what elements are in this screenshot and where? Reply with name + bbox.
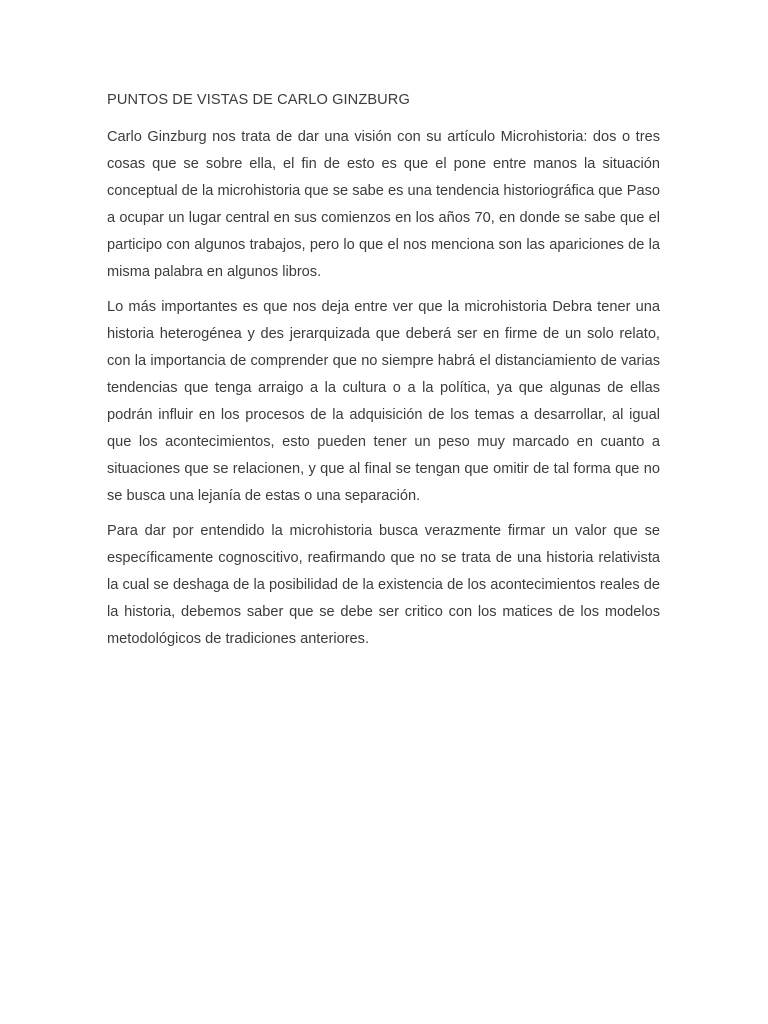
paragraph-2: Lo más importantes es que nos deja entre ver que la microhistoria Debra tener una historia heterogénea y des jerarquizada que deberá ser en firme de un solo relato, con la importancia de comprender que no siempre habrá el distanciamiento de varias tendencias que tenga arraigo a la cultura o a la política, ya que algunas de ellas podrán influir en los procesos de la adquisición de los temas a desarrollar, al igual que los acontecimientos, esto pueden tener un peso muy marcado en cuanto a situaciones que se relacionen, y que al final se tengan que omitir de tal forma que no se busca una lejanía de estas o una separación.: [107, 299, 660, 504]
paragraph-1: Carlo Ginzburg nos trata de dar una visión con su artículo Microhistoria: dos o tres cosas que se sobre ella, el fin de esto es que el pone entre manos la situación conceptual de la microhistoria que se sabe es una tendencia historiográfica que Paso a ocupar un lugar central en sus comienzos en los años 70, en donde se sabe que el participo con algunos trabajos, pero lo que el nos menciona son las apariciones de la misma palabra en algunos libros.: [107, 129, 660, 280]
document-title: PUNTOS DE VISTAS DE CARLO GINZBURG: [107, 92, 410, 108]
paragraph-3: Para dar por entendido la microhistoria busca verazmente firmar un valor que se específicamente cognoscitivo, reafirmando que no se trata de una historia relativista la cual se deshaga de la posibilidad de la existencia de los acontecimientos reales de la historia, debemos saber que se debe ser critico con los matices de los modelos metodológicos de tradiciones anteriores.: [107, 523, 660, 647]
document-page: [107, 90, 660, 661]
